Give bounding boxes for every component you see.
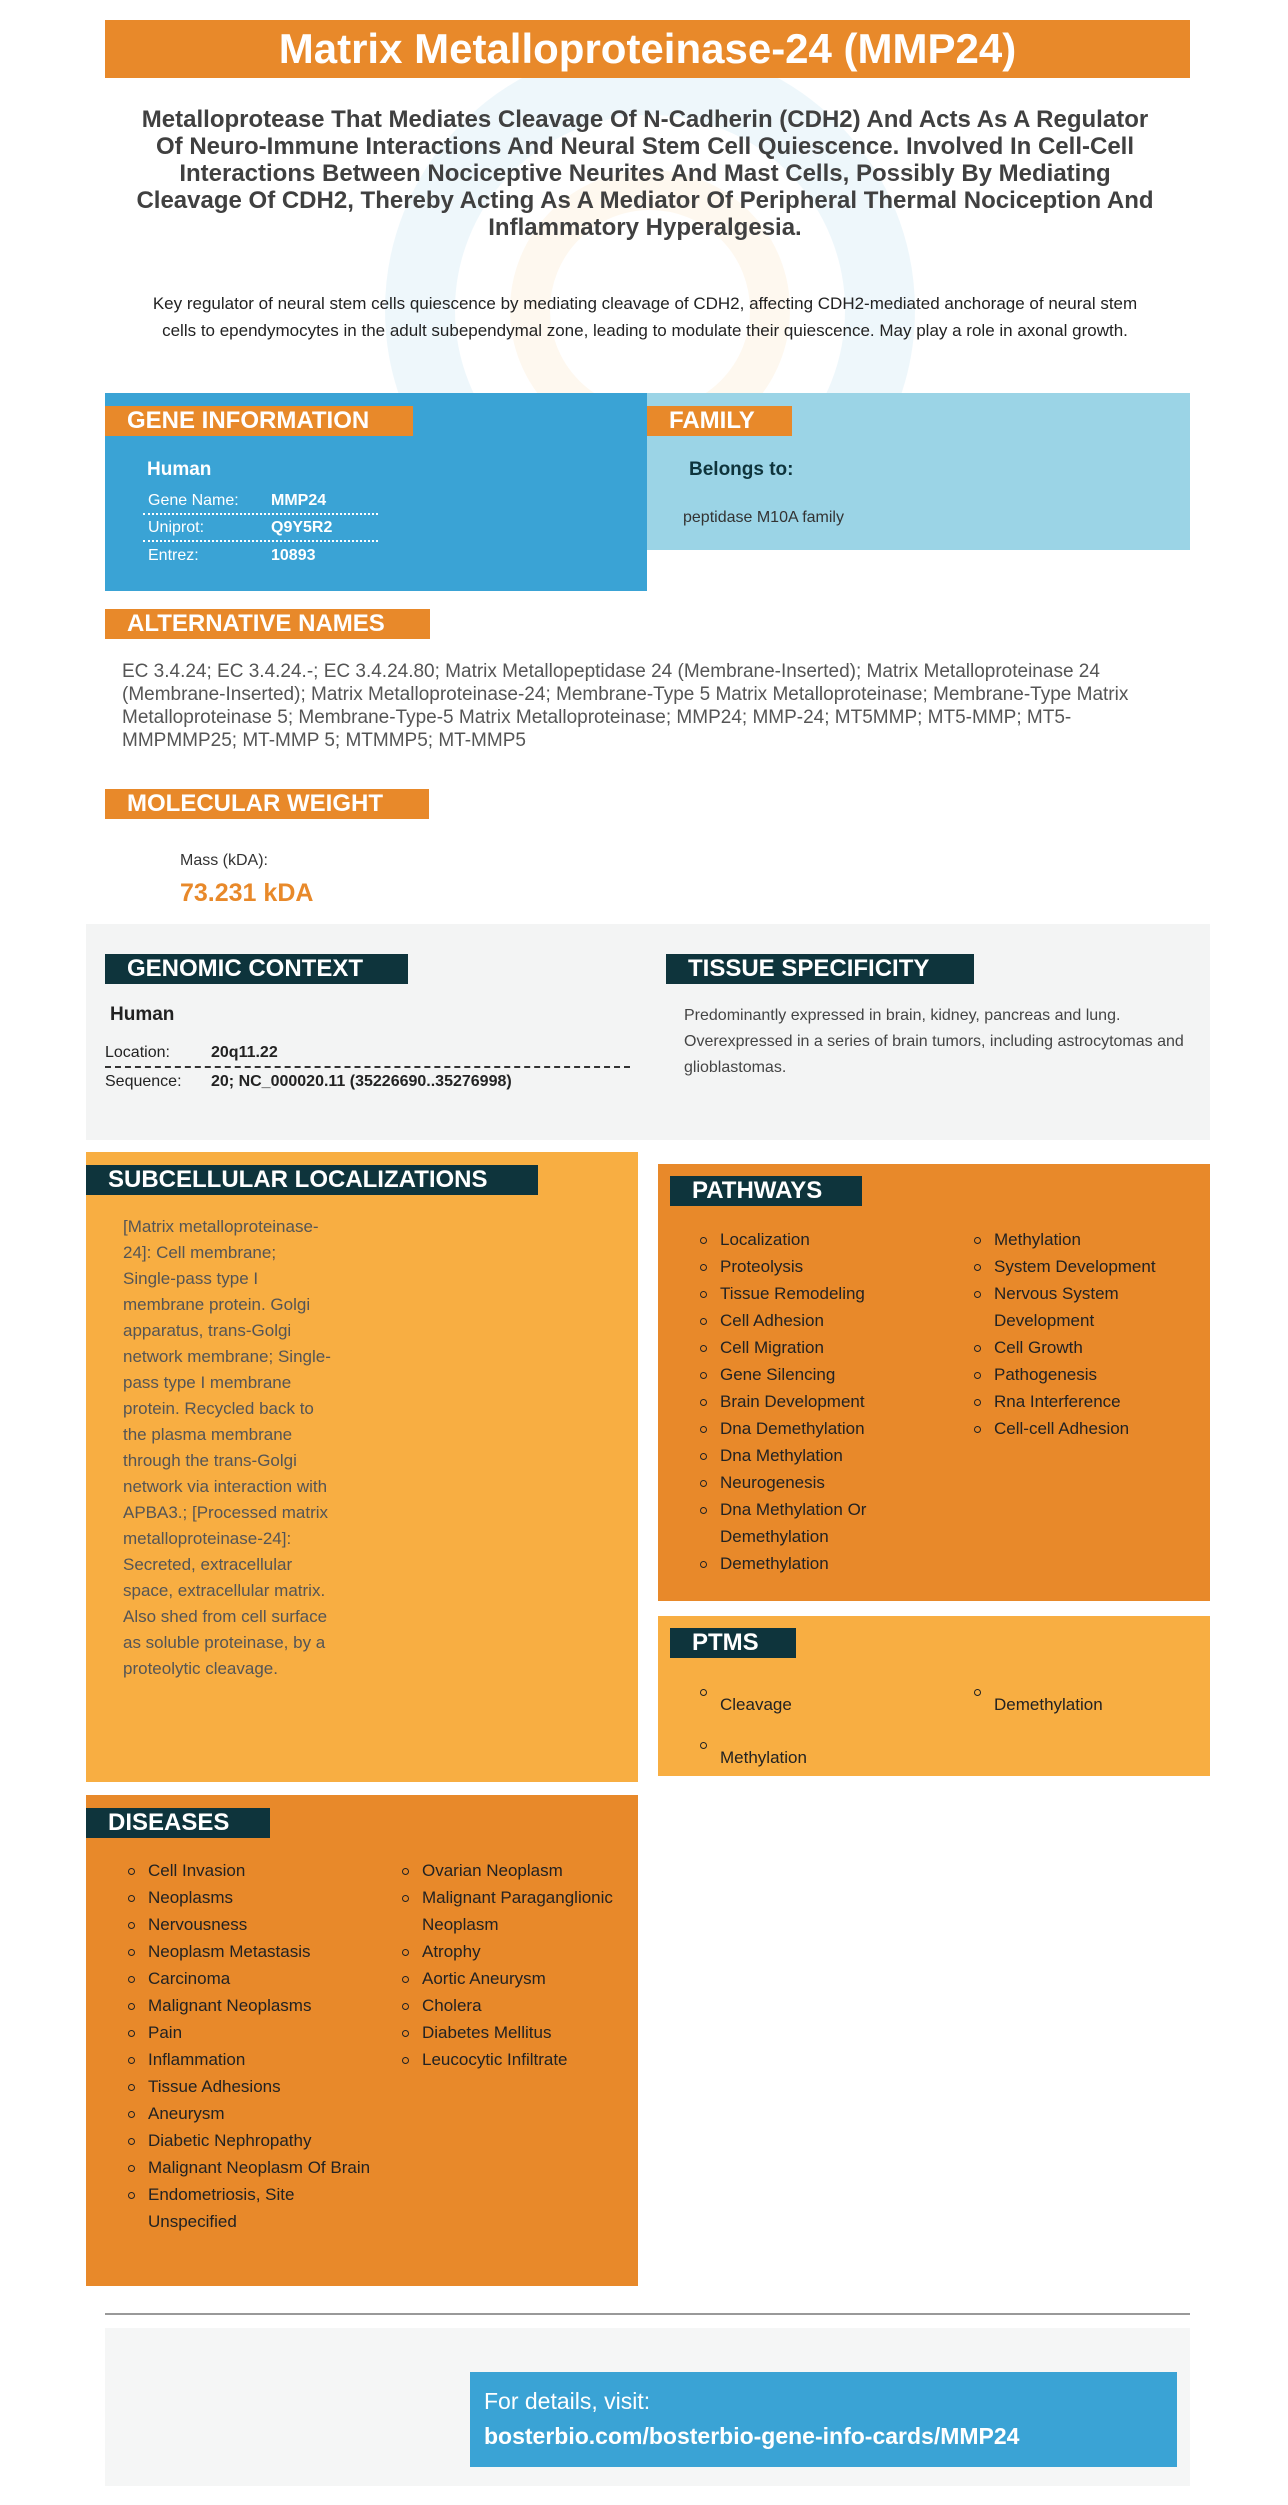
list-item: Neoplasms [122,1884,372,1911]
list-item: Malignant Paraganglionic Neoplasm [396,1884,631,1938]
list-item: Cell Invasion [122,1857,372,1884]
tissue-specificity-header: TISSUE SPECIFICITY [666,954,974,984]
diseases-list-right [396,1857,631,2073]
list-item: Cholera [396,1992,631,2019]
pathways-header: PATHWAYS [670,1176,862,1206]
ptms-list-right [968,1678,1203,1731]
list-item: Dna Methylation [694,1442,944,1469]
function-summary: Key regulator of neural stem cells quiescence by mediating cleavage of CDH2, affecting CDH2-mediated anchorage of neural stem cells to ependymocytes in the adult subependymal zone, leading to modulate their quiescence. May play a role in axonal growth. [152,294,1138,340]
gene-info-value: 10893 [271,546,316,564]
list-item: Aortic Aneurysm [396,1965,631,1992]
genomic-row [105,1068,630,1096]
genomic-species: Human [110,1004,175,1025]
list-item: Pathogenesis [968,1361,1203,1388]
list-item: Atrophy [396,1938,631,1965]
mass-label: Mass (kDA): [180,852,268,869]
gene-information-header: GENE INFORMATION [105,406,413,436]
family-header: FAMILY [647,406,792,436]
gene-species: Human [147,459,212,480]
diseases-panel [86,1795,638,2286]
pathways-list-left [694,1226,944,1577]
list-item: Gene Silencing [694,1361,944,1388]
alternative-names-text: EC 3.4.24; EC 3.4.24.-; EC 3.4.24.80; Matrix Metallopeptidase 24 (Membrane-Inserted); Matrix Metalloproteinase 24 (Membrane-Inserted); Matrix Metalloproteinase-24; Membrane-Type 5 Matrix Metalloproteinase; Membrane-Type Matrix Metalloproteinase 5; Membrane-Type-5 Matrix Metalloproteinase; MMP24; MMP-24; MT5MMP; MT5-MMP; MT5-MMPMMP25; MT-MMP 5; MTMMP5; MT-MMP5 [122,661,1129,751]
list-item: Leucocytic Infiltrate [396,2046,631,2073]
gene-info-row [143,542,378,569]
subcellular-text: [Matrix metalloproteinase-24]: Cell membrane; Single-pass type I membrane protein. Golgi apparatus, trans-Golgi network membrane; Single-pass type I membrane protein. Recycled back to the plasma membrane through the trans-Golgi network via interaction with APBA3.; [Processed matrix metalloproteinase-24]: Secreted, extracellular space, extracellular matrix. Also shed from cell surface as soluble proteinase, by a proteolytic cleavage. [123,1217,331,1678]
family-value: peptidase M10A family [683,509,844,526]
gene-info-row [143,515,378,542]
page-title: Matrix Metalloproteinase-24 (MMP24) [105,20,1190,78]
list-item: Demethylation [694,1550,944,1577]
pathways-panel [658,1164,1210,1601]
list-item: Neurogenesis [694,1469,944,1496]
genomic-label: Location: [105,1044,170,1061]
list-item: Inflammation [122,2046,372,2073]
list-item: Cleavage [694,1678,944,1731]
list-item: Diabetic Nephropathy [122,2127,372,2154]
list-item: Tissue Remodeling [694,1280,944,1307]
genomic-value: 20q11.22 [211,1044,278,1061]
list-item: Malignant Neoplasm Of Brain [122,2154,372,2181]
gene-info-value: Q9Y5R2 [271,518,333,536]
list-item: Diabetes Mellitus [396,2019,631,2046]
list-item: Rna Interference [968,1388,1203,1415]
list-item: Cell Growth [968,1334,1203,1361]
alternative-names-header: ALTERNATIVE NAMES [105,609,430,639]
list-item: Cell Migration [694,1334,944,1361]
gene-info-label: Uniprot: [148,518,205,536]
list-item: Neoplasm Metastasis [122,1938,372,1965]
list-item: Cell Adhesion [694,1307,944,1334]
gene-info-row [143,488,378,515]
details-link-box[interactable] [470,2372,1177,2467]
list-item: Demethylation [968,1678,1203,1731]
list-item: Localization [694,1226,944,1253]
list-item: Proteolysis [694,1253,944,1280]
list-item: Tissue Adhesions [122,2073,372,2100]
gene-info-label: Gene Name: [148,491,239,509]
family-panel [647,393,1190,550]
list-item: Dna Methylation Or Demethylation [694,1496,944,1550]
ptms-panel [658,1616,1210,1776]
gene-info-value: MMP24 [271,491,327,509]
list-item: System Development [968,1253,1203,1280]
diseases-list-left [122,1857,372,2235]
list-item: Endometriosis, Site Unspecified [122,2181,372,2235]
ptms-list-left [694,1678,944,1784]
list-item: Malignant Neoplasms [122,1992,372,2019]
footer-divider [105,2313,1190,2315]
list-item: Nervous System Development [968,1280,1203,1334]
details-prompt: For details, visit: [484,2388,651,2414]
list-item: Methylation [694,1731,944,1784]
gene-info-label: Entrez: [148,546,199,564]
molecular-weight-header: MOLECULAR WEIGHT [105,789,429,819]
list-item: Carcinoma [122,1965,372,1992]
list-item: Brain Development [694,1388,944,1415]
list-item: Nervousness [122,1911,372,1938]
gene-information-panel [105,393,647,591]
tissue-specificity-text: Predominantly expressed in brain, kidney, pancreas and lung. Overexpressed in a series of brain tumors, including astrocytomas and glioblastomas. [684,1007,1184,1076]
ptms-header: PTMS [670,1628,796,1658]
list-item: Dna Demethylation [694,1415,944,1442]
subcellular-panel [86,1152,638,1782]
pathways-list-right [968,1226,1203,1442]
list-item: Pain [122,2019,372,2046]
genomic-value: 20; NC_000020.11 (35226690..35276998) [211,1073,512,1090]
list-item: Aneurysm [122,2100,372,2127]
list-item: Ovarian Neoplasm [396,1857,631,1884]
genomic-label: Sequence: [105,1073,182,1090]
mass-value: 73.231 kDA [180,879,314,907]
genomic-context-table [105,1040,630,1096]
belongs-to-label: Belongs to: [689,459,794,480]
function-headline: Metalloprotease That Mediates Cleavage Of N-Cadherin (CDH2) And Acts As A Regulator Of Neuro-Immune Interactions And Neural Stem Cell Quiescence. Involved In Cell-Cell Interactions Between Nociceptive Neurites And Mast Cells, Possibly By Mediating Cleavage Of CDH2, Thereby Acting As A Mediator Of Peripheral Thermal Nociception And Inflammatory Hyperalgesia. [136,106,1154,241]
genomic-context-header: GENOMIC CONTEXT [105,954,408,984]
gene-info-table [143,488,378,569]
diseases-header: DISEASES [86,1808,270,1838]
list-item: Methylation [968,1226,1203,1253]
list-item: Cell-cell Adhesion [968,1415,1203,1442]
subcellular-header: SUBCELLULAR LOCALIZATIONS [86,1165,538,1195]
genomic-row [105,1040,630,1068]
details-url-link[interactable]: bosterbio.com/bosterbio-gene-info-cards/MMP24 [484,2423,1020,2449]
